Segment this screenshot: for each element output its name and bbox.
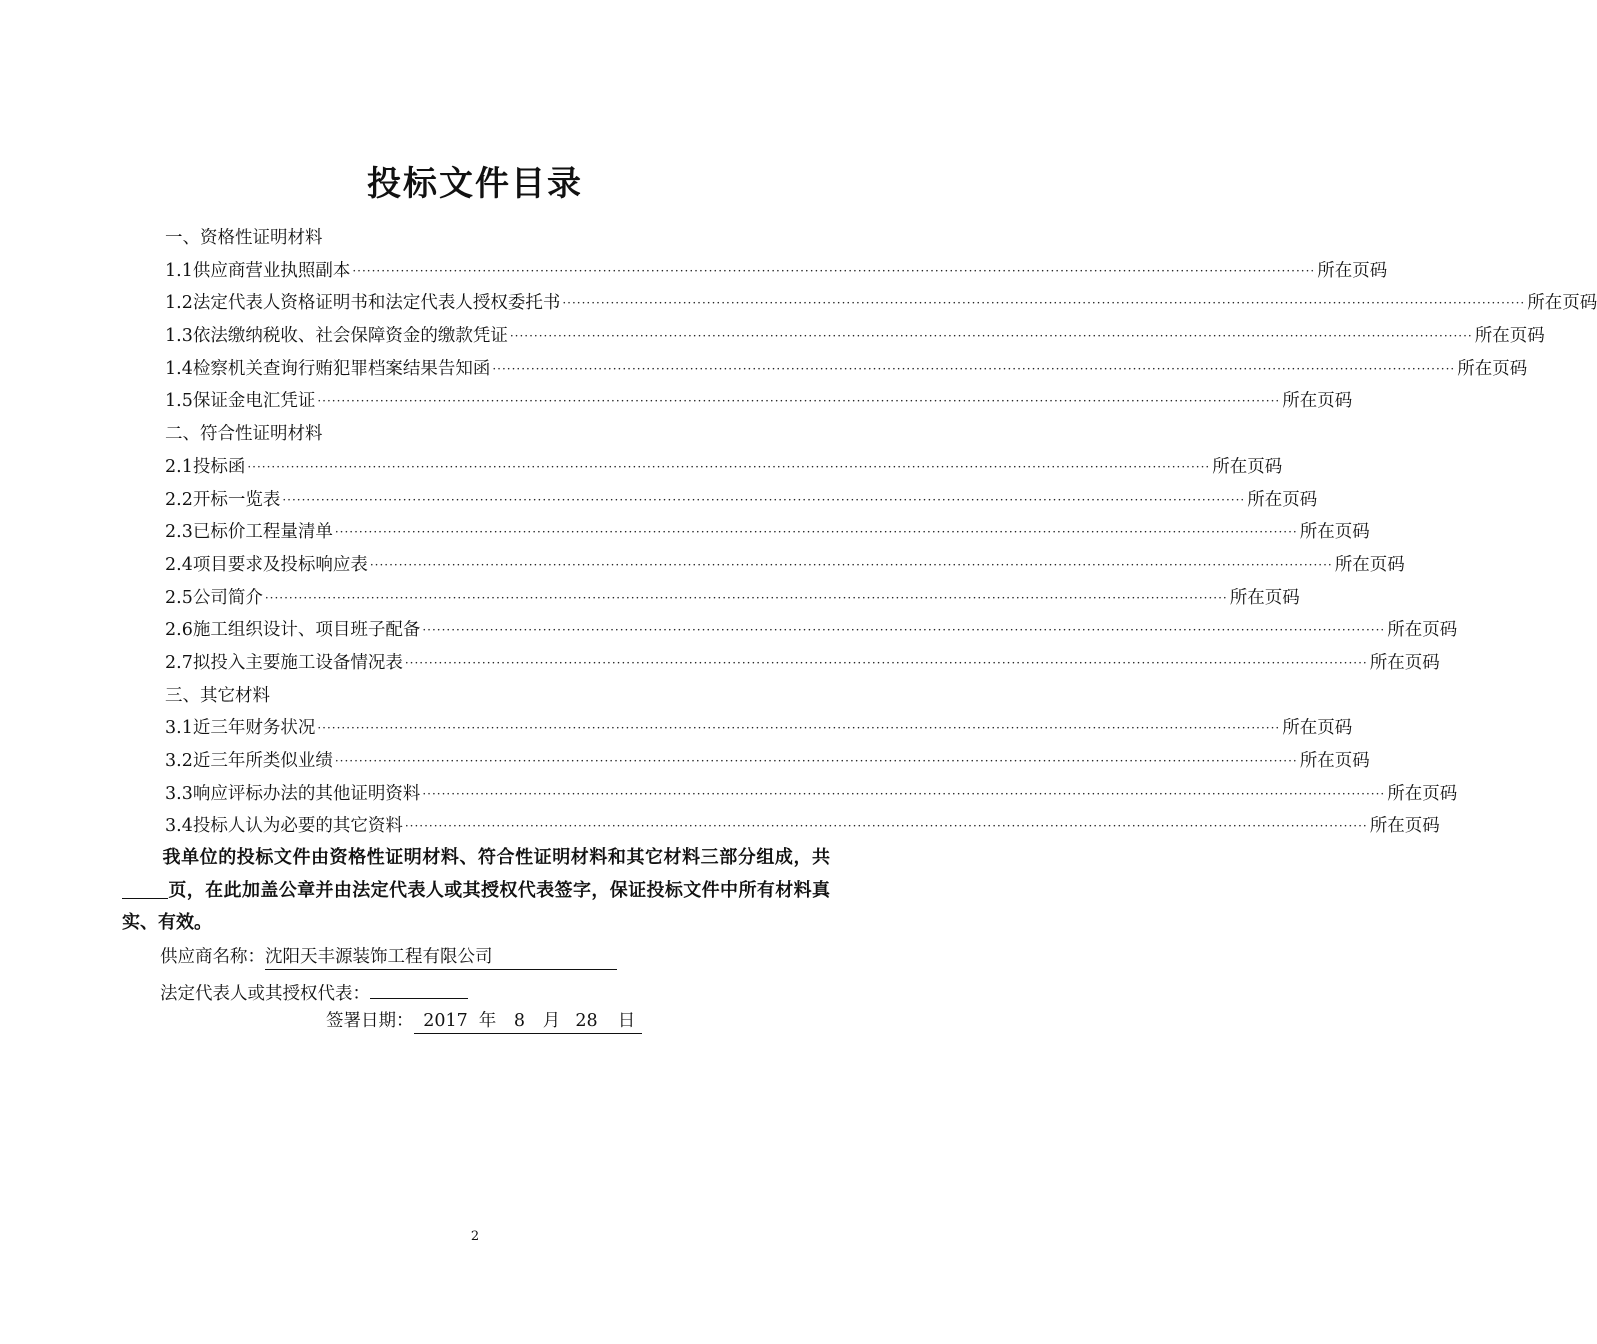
toc-leader-dots: ········································································································································································································: [317, 721, 1281, 736]
table-of-contents: [165, 222, 1597, 843]
toc-page-label: 所在页码: [1247, 489, 1318, 510]
toc-page-label: 所在页码: [1212, 456, 1283, 477]
toc-leader-dots: ········································································································································································································: [562, 296, 1526, 311]
toc-page-label: 所在页码: [1299, 751, 1370, 771]
date-day-unit: 日: [612, 1009, 642, 1034]
signing-date-row: [326, 1006, 642, 1036]
toc-entry: [165, 320, 1545, 353]
toc-entry: [165, 353, 1528, 386]
toc-leader-dots: ········································································································································································································: [352, 263, 1316, 278]
supplier-label: 供应商名称：: [160, 947, 265, 967]
toc-entry-label: 2.4项目要求及投标响应表: [165, 554, 368, 575]
toc-page-label: 所在页码: [1334, 554, 1405, 575]
toc-leader-dots: ········································································································································································································: [509, 329, 1473, 344]
page-number: 2: [470, 1229, 480, 1244]
toc-leader-dots: ········································································································································································································: [422, 786, 1386, 801]
toc-page-label: 所在页码: [1317, 260, 1388, 281]
toc-entry: [165, 385, 1353, 418]
representative-label: 法定代表人或其授权代表：: [160, 984, 370, 1004]
toc-page-label: 所在页码: [1299, 522, 1370, 543]
date-year-unit: 年: [478, 1009, 498, 1034]
toc-section-heading-text: 三、其它材料: [165, 685, 270, 706]
toc-page-label: 所在页码: [1282, 391, 1353, 412]
toc-entry-label: 1.4检察机关查询行贿犯罪档案结果告知函: [165, 358, 491, 379]
toc-leader-dots: ········································································································································································································: [264, 590, 1228, 605]
toc-entry: [165, 549, 1405, 582]
toc-page-label: 所在页码: [1457, 358, 1528, 379]
toc-leader-dots: ········································································································································································································: [404, 819, 1368, 834]
declaration-part1: 我单位的投标文件由资格性证明材料、符合性证明材料和其它材料三部分组成，共: [162, 847, 830, 868]
toc-entry: [165, 451, 1283, 484]
representative-blank: [370, 974, 468, 999]
toc-section-heading: [165, 418, 793, 451]
toc-entry: [165, 614, 1458, 647]
date-year: 2017: [414, 1009, 478, 1034]
toc-leader-dots: ········································································································································································································: [334, 754, 1298, 768]
toc-entry-label: 2.5公司简介: [165, 587, 263, 608]
declaration-statement: [122, 842, 830, 940]
toc-entry: [165, 582, 1300, 615]
toc-entry: [165, 810, 1440, 843]
toc-leader-dots: ········································································································································································································: [334, 525, 1298, 540]
date-label: 签署日期：: [326, 1011, 414, 1031]
toc-leader-dots: ········································································································································································································: [492, 361, 1456, 376]
toc-section-heading-text: 二、符合性证明材料: [165, 424, 323, 445]
supplier-row: [160, 942, 617, 972]
toc-page-label: 所在页码: [1387, 783, 1458, 804]
toc-entry: [165, 516, 1370, 549]
date-day: 28: [562, 1009, 612, 1034]
toc-page-label: 所在页码: [1527, 293, 1597, 314]
toc-page-label: 所在页码: [1474, 326, 1545, 347]
toc-entry-label: 1.2法定代表人资格证明书和法定代表人授权委托书: [165, 293, 561, 314]
declaration-part2: 页，在此加盖公章并由法定代表人或其授权代表签字，保证投标文件中所有材料真实、有效。: [122, 879, 830, 933]
toc-entry-label: 2.3已标价工程量清单: [165, 522, 333, 543]
toc-entry-label: 2.6施工组织设计、项目班子配备: [165, 620, 421, 641]
toc-leader-dots: ········································································································································································································: [404, 655, 1368, 670]
toc-entry-label: 2.2开标一览表: [165, 489, 281, 510]
toc-entry-label: 3.2近三年所类似业绩: [165, 751, 333, 771]
toc-entry-label: 2.7拟投入主要施工设备情况表: [165, 652, 403, 673]
toc-entry-label: 3.4投标人认为必要的其它资料: [165, 816, 403, 837]
toc-entry-label: 1.3依法缴纳税收、社会保障资金的缴款凭证: [165, 326, 508, 347]
representative-row: [160, 974, 468, 1004]
toc-entry: [165, 255, 1388, 288]
toc-entry-label: 2.1投标函: [165, 456, 246, 477]
toc-entry: [165, 484, 1318, 517]
toc-page-label: 所在页码: [1229, 587, 1300, 608]
toc-leader-dots: ········································································································································································································: [282, 492, 1246, 507]
toc-leader-dots: ········································································································································································································: [317, 394, 1281, 409]
toc-entry: [165, 778, 1458, 811]
toc-entry: [165, 647, 1440, 680]
toc-section-heading: [165, 222, 793, 255]
toc-entry: [165, 745, 1370, 778]
toc-entry: [165, 287, 1597, 320]
toc-entry-label: 3.1近三年财务状况: [165, 718, 316, 739]
toc-section-heading-text: 一、资格性证明材料: [165, 228, 323, 248]
toc-entry-label: 3.3响应评标办法的其他证明资料: [165, 783, 421, 804]
toc-leader-dots: ········································································································································································································: [422, 623, 1386, 638]
toc-entry: [165, 712, 1353, 745]
toc-leader-dots: ········································································································································································································: [369, 557, 1333, 572]
date-month: 8: [498, 1009, 542, 1034]
toc-leader-dots: ········································································································································································································: [247, 459, 1211, 474]
toc-page-label: 所在页码: [1369, 652, 1440, 673]
page-count-blank: [122, 878, 168, 899]
toc-section-heading: [165, 680, 793, 713]
supplier-name: 沈阳天丰源装饰工程有限公司: [265, 945, 617, 970]
page-title: 投标文件目录: [367, 164, 583, 204]
toc-page-label: 所在页码: [1387, 620, 1458, 641]
toc-page-label: 所在页码: [1369, 816, 1440, 837]
toc-entry-label: 1.5保证金电汇凭证: [165, 391, 316, 412]
toc-page-label: 所在页码: [1282, 718, 1353, 739]
date-month-unit: 月: [542, 1009, 562, 1034]
toc-entry-label: 1.1供应商营业执照副本: [165, 260, 351, 281]
